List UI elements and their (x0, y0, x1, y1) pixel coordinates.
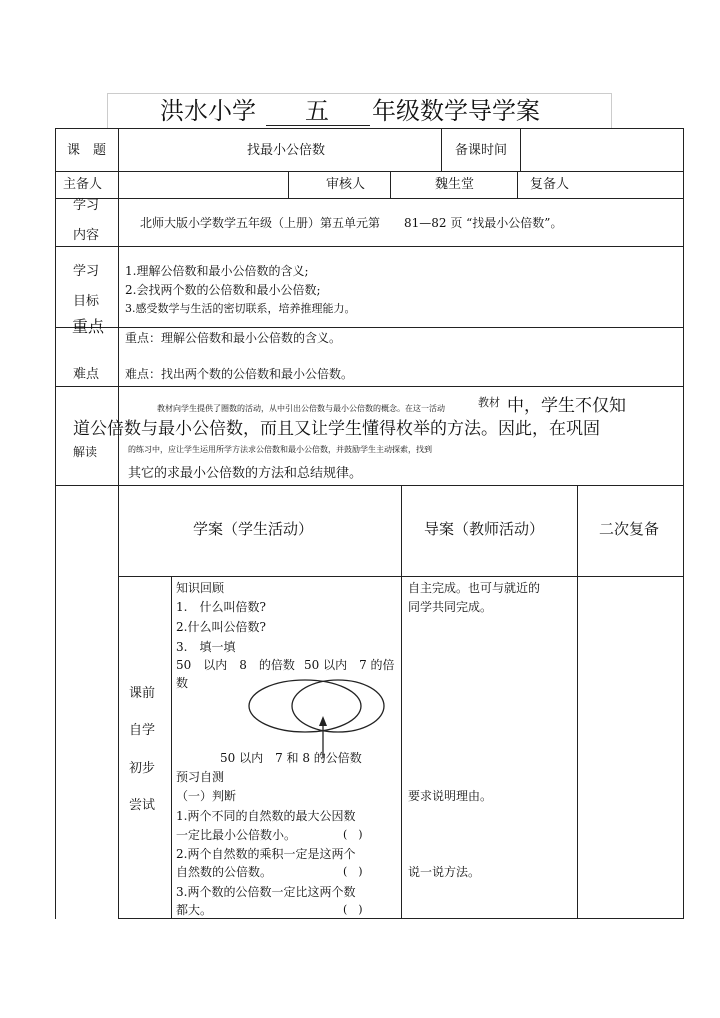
reviewer-value: 魏生堂 (435, 177, 475, 192)
analysis-small-line-1: 教材向学生提供了圈数的活动，从中引出公倍数与最小公倍数的概念。在这一活动 (157, 404, 445, 413)
review-q1: 1. 什么叫倍数? (176, 600, 266, 614)
page-title-school: 洪水小学 (160, 97, 256, 125)
analysis-line-3: 其它的求最小公倍数的方法和总结规律。 (128, 466, 363, 481)
prep-time-label: 备课时间 (455, 143, 508, 158)
col-header-student: 学案（学生活动） (193, 520, 314, 538)
judge-q1-line2: 一定比最小公倍数小。 (176, 828, 297, 842)
analysis-big-line-2: 道公倍数与最小公倍数，而且又让学生懂得枚举的方法。因此，在巩固 (73, 419, 600, 439)
page-title-grade: 五 (305, 97, 329, 125)
topic-label: 课 题 (67, 143, 107, 158)
venn-arrow-head (319, 716, 327, 726)
main-prep-label: 主备人 (63, 177, 103, 192)
section-label-3: 初步 (129, 761, 156, 776)
row-line (55, 128, 684, 129)
judge-heading: （一）判断 (176, 789, 237, 803)
analysis-big-line-1-end: 中，学生不仅知 (507, 396, 626, 416)
judge-q2-paren[interactable]: ( ) (343, 865, 363, 878)
judge-q1-paren[interactable]: ( ) (343, 828, 363, 841)
venn-right-label-2: 数 (176, 676, 189, 690)
difficult-label: 难点 (73, 367, 100, 382)
content-text: 北师大版小学数学五年级（上册）第五单元第 81—82 页 “找最小公倍数”。 (140, 216, 563, 230)
venn-circle-7 (292, 680, 384, 732)
goal-item-2: 2.会找两个数的公倍数和最小公倍数; (125, 283, 321, 297)
teacher-note-method: 说一说方法。 (408, 865, 481, 879)
topic-value: 找最小公倍数 (247, 143, 326, 158)
review-heading: 知识回顾 (176, 581, 225, 595)
row-line (55, 246, 684, 247)
section-label-2: 自学 (129, 723, 156, 738)
row-line (55, 386, 684, 387)
judge-q1-line1: 1.两个不同的自然数的最大公因数 (176, 809, 356, 823)
preview-heading: 预习自测 (176, 770, 225, 784)
page-title-rest: 年级数学导学案 (372, 97, 540, 125)
col-line-time (520, 128, 521, 171)
analysis-small-line-2: 的练习中，应让学生运用所学方法求公倍数和最小公倍数，并鼓励学生主动探索，找到 (128, 445, 432, 454)
judge-q2-line1: 2.两个自然数的乘积一定是这两个 (176, 847, 356, 861)
teacher-note-1: 自主完成。也可与就近的 (408, 581, 541, 595)
venn-caption: 50 以内 7 和 8 的公倍数 (220, 751, 362, 765)
grade-underline (266, 125, 370, 126)
goals-label-1: 学习 (73, 264, 100, 279)
col-line-reviewer (288, 171, 289, 198)
col-line-second (577, 485, 578, 919)
teacher-note-reason: 要求说明理由。 (408, 789, 493, 803)
content-label-1: 学习 (73, 198, 100, 213)
judge-q2-line2: 自然数的公倍数。 (176, 865, 273, 879)
analysis-mid-word: 教材 (478, 396, 500, 409)
section-label-1: 课前 (129, 686, 156, 701)
goal-item-3: 3.感受数学与生活的密切联系，培养推理能力。 (125, 302, 356, 315)
teacher-note-2: 同学共同完成。 (408, 600, 493, 614)
goal-item-1: 1.理解公倍数和最小公倍数的含义; (125, 264, 309, 278)
row-line (55, 485, 684, 486)
review-q3: 3. 填一填 (176, 640, 236, 654)
title-top-border (107, 93, 612, 94)
row-line (55, 171, 684, 172)
judge-q3-line1: 3.两个数的公倍数一定比这两个数 (176, 885, 356, 899)
judge-q3-paren[interactable]: ( ) (343, 903, 363, 916)
row-line (55, 198, 684, 199)
review-q2: 2.什么叫公倍数? (176, 620, 266, 634)
goals-label-2: 目标 (73, 294, 100, 309)
title-left-border (107, 93, 108, 129)
col-line-section-left (118, 485, 119, 919)
key-text: 重点：理解公倍数和最小公倍数的含义。 (125, 331, 342, 345)
row-line (55, 327, 684, 328)
re-prep-label: 复备人 (530, 177, 570, 192)
venn-left-label: 50 以内 8 的倍数 (176, 658, 295, 672)
key-label: 重点 (72, 317, 105, 336)
analysis-label: 解读 (73, 445, 98, 459)
section-label-4: 尝试 (129, 798, 156, 813)
col-line-topic (441, 128, 442, 171)
col-header-teacher: 导案（教师活动） (424, 520, 545, 538)
judge-q3-line2: 都大。 (176, 903, 213, 917)
difficult-text: 难点：找出两个数的公倍数和最小公倍数。 (125, 367, 354, 381)
title-right-border (611, 93, 612, 129)
venn-right-label: 50 以内 7 的倍 (304, 658, 395, 672)
col-header-second: 二次复备 (599, 520, 660, 538)
reviewer-label: 审核人 (326, 177, 366, 192)
col-line-section-label (171, 576, 172, 919)
content-label-2: 内容 (73, 228, 100, 243)
col-line-reprep (517, 171, 518, 198)
col-line-reviewer-val (390, 171, 391, 198)
